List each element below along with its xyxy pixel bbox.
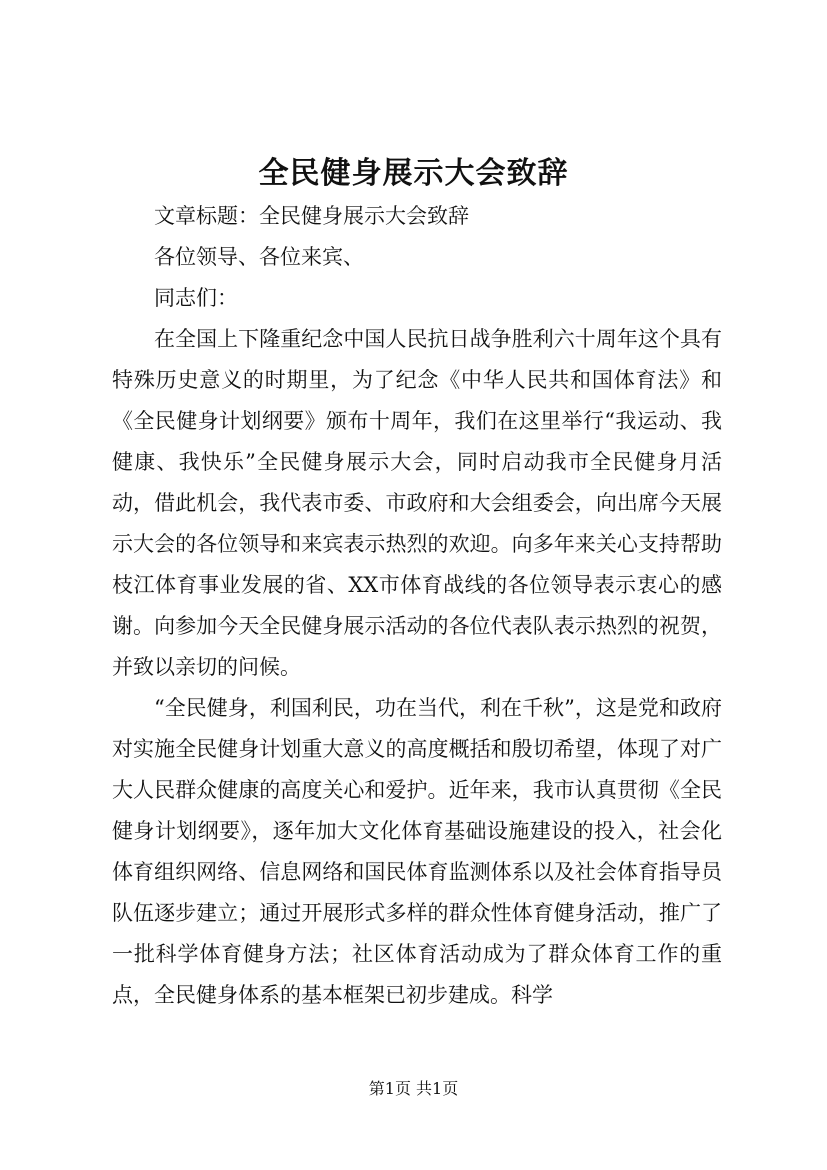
salutation-line: 同志们： [154, 286, 238, 310]
page-footer: 第1页 共1页 [368, 1079, 459, 1098]
article-title-line: 文章标题：全民健身展示大会致辞 [154, 204, 469, 228]
salutation-line: 各位领导、各位来宾、 [154, 245, 364, 269]
body-paragraph: “全民健身，利国利民，功在当代，利在千秋”，这是党和政府对实施全民健身计划重大意义的高度概括和殷切希望，体现了对广大人民群众健康的高度关心和爱护。近年来，我市认真贯彻《全民健身计划纲要》，逐年加大文化体育基础设施建设的投入，社会化体育组织网络、信息网络和国民体育监测体系以及社会体育指导员队伍逐步建立；通过开展形式多样的群众性体育健身活动，推广了一批科学体育健身方法；社区体育活动成为了群众体育工作的重点，全民健身体系的基本框架已初步建成。科学 [112, 696, 722, 1007]
body-paragraph: 在全国上下隆重纪念中国人民抗日战争胜利六十周年这个具有特殊历史意义的时期里，为了纪念《中华人民共和国体育法》和《全民健身计划纲要》颁布十周年，我们在这里举行“我运动、我健康、我快乐”全民健身展示大会，同时启动我市全民健身月活动，借此机会，我代表市委、市政府和大会组委会，向出席今天展示大会的各位领导和来宾表示热烈的欢迎。向多年来关心支持帮助枝江体育事业发展的省、XX市体育战线的各位领导表示衷心的感谢。向参加今天全民健身展示活动的各位代表队表示热烈的祝贺，并致以亲切的问候。 [112, 327, 722, 679]
document-title: 全民健身展示大会致辞 [258, 156, 569, 191]
document-body [112, 196, 722, 1016]
